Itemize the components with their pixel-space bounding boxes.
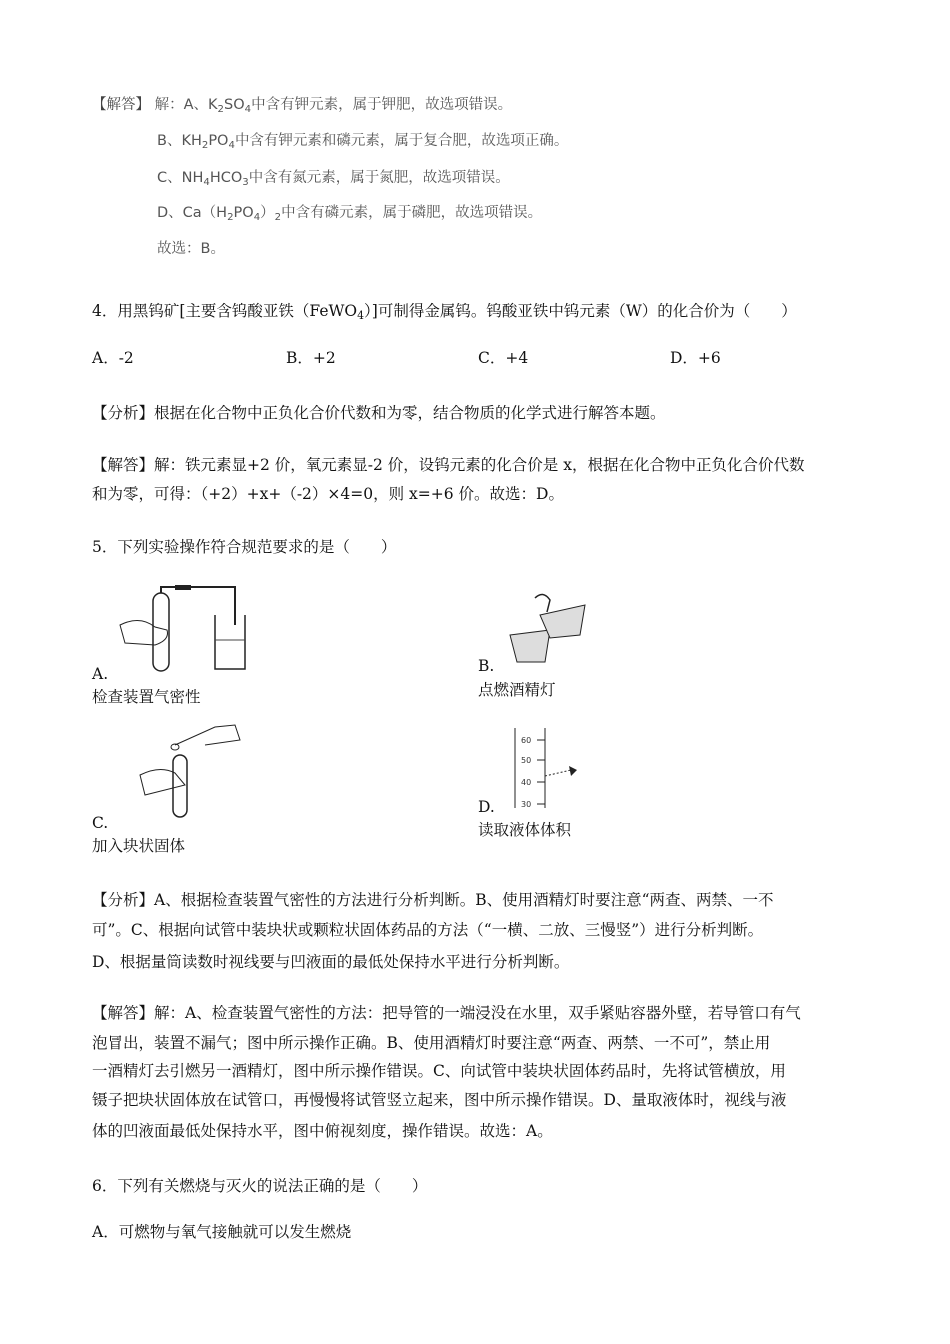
q5-answer-line4: 镊子把块状固体放在试管口，再慢慢将试管竖立起来，图中所示操作错误。D、量取液体时，视线与液 (92, 1091, 787, 1109)
q5-option-b-caption: 点燃酒精灯 (478, 681, 556, 699)
q5-answer-line5: 体的凹液面最低处保持水平，图中俯视刻度，操作错误。故选：A。 (92, 1122, 553, 1140)
graduated-cylinder-figure (505, 728, 585, 810)
q3-answer-line-d: D、$Ca(H_2PO_4)_2$中含有磷元素，属于磷肥，故选项错误。 (157, 205, 543, 223)
q4-answer-line1: 【解答】解：铁元素显+2 价，氧元素显-2 价，设钨元素的化合价是 x，根据在化合物中正负化合价代数 (92, 456, 805, 474)
q4-answer-line2: 和为零，可得：（+2）+x+（-2）×4=0，则 x=+6 价。故选：D。 (92, 485, 564, 503)
q4-option-b: B．+2 (286, 349, 336, 367)
q5-option-b-letter: B. (478, 657, 495, 675)
q5-answer-line3: 一酒精灯去引燃另一酒精灯，图中所示操作错误。C、向试管中装块状固体药品时，先将试管横放，用 (92, 1062, 786, 1080)
q5-option-a-caption: 检查装置气密性 (92, 688, 201, 706)
q5-analysis-line3: D、根据量筒读数时视线要与凹液面的最低处保持水平进行分析判断。 (92, 953, 570, 971)
tick-50: 50 (521, 756, 532, 765)
alcohol-lamp-figure (505, 590, 595, 665)
q4-option-a: A．-2 (92, 349, 134, 367)
tick-40: 40 (521, 778, 532, 787)
q3-answer-line-c: C、$NH_4HCO_3$中含有氮元素，属于氮肥，故选项错误。 (157, 170, 510, 188)
q5-answer-line2: 泡冒出，装置不漏气；图中所示操作正确。B、使用酒精灯时要注意“两查、两禁、一不可”，禁止用 (92, 1034, 771, 1052)
q4-analysis: 【分析】根据在化合物中正负化合价代数和为零，结合物质的化学式进行解答本题。 (92, 404, 666, 422)
q5-option-c-letter: C. (92, 814, 109, 832)
q6-option-a: A．可燃物与氧气接触就可以发生燃烧 (92, 1223, 352, 1241)
tick-60: 60 (521, 736, 532, 745)
q5-stem: 5．下列实验操作符合规范要求的是（ ） (92, 538, 397, 556)
q3-answer-line-a: 【解答】 解：A、$K_2SO_4$中含有钾元素，属于钾肥，故选项错误。 (92, 97, 513, 115)
tick-30: 30 (521, 800, 532, 809)
q4-option-c: C．+4 (478, 349, 529, 367)
q4-stem: 4．用黑钨矿[主要含钨酸亚铁（FeWO$_4$）]可制得金属钨。钨酸亚铁中钨元素（W）的化合价为（ ） (92, 302, 797, 322)
q3-answer-line-b: B、$KH_2PO_4$中含有钾元素和磷元素，属于复合肥，故选项正确。 (157, 133, 569, 151)
q6-stem: 6．下列有关燃烧与灭火的说法正确的是（ ） (92, 1177, 428, 1195)
q5-option-d-letter: D. (478, 798, 495, 816)
q5-analysis-line1: 【分析】A、根据检查装置气密性的方法进行分析判断。B、使用酒精灯时要注意“两查、两禁、一不 (92, 891, 774, 909)
airtightness-check-figure (115, 585, 255, 675)
q5-option-c-caption: 加入块状固体 (92, 837, 186, 855)
q3-conclusion: 故选：B。 (157, 241, 225, 257)
add-solid-figure (115, 715, 245, 820)
q4-option-d: D．+6 (670, 349, 721, 367)
q5-answer-line1: 【解答】解：A、检查装置气密性的方法：把导管的一端浸没在水里，双手紧贴容器外壁，若导管口有气 (92, 1004, 801, 1022)
q5-analysis-line2: 可”。C、根据向试管中装块状或颗粒状固体药品的方法（“一横、二放、三慢竖”）进行分析判断。 (92, 921, 764, 939)
q5-option-d-caption: 读取液体体积 (478, 821, 572, 839)
q5-option-a-letter: A. (92, 665, 109, 683)
